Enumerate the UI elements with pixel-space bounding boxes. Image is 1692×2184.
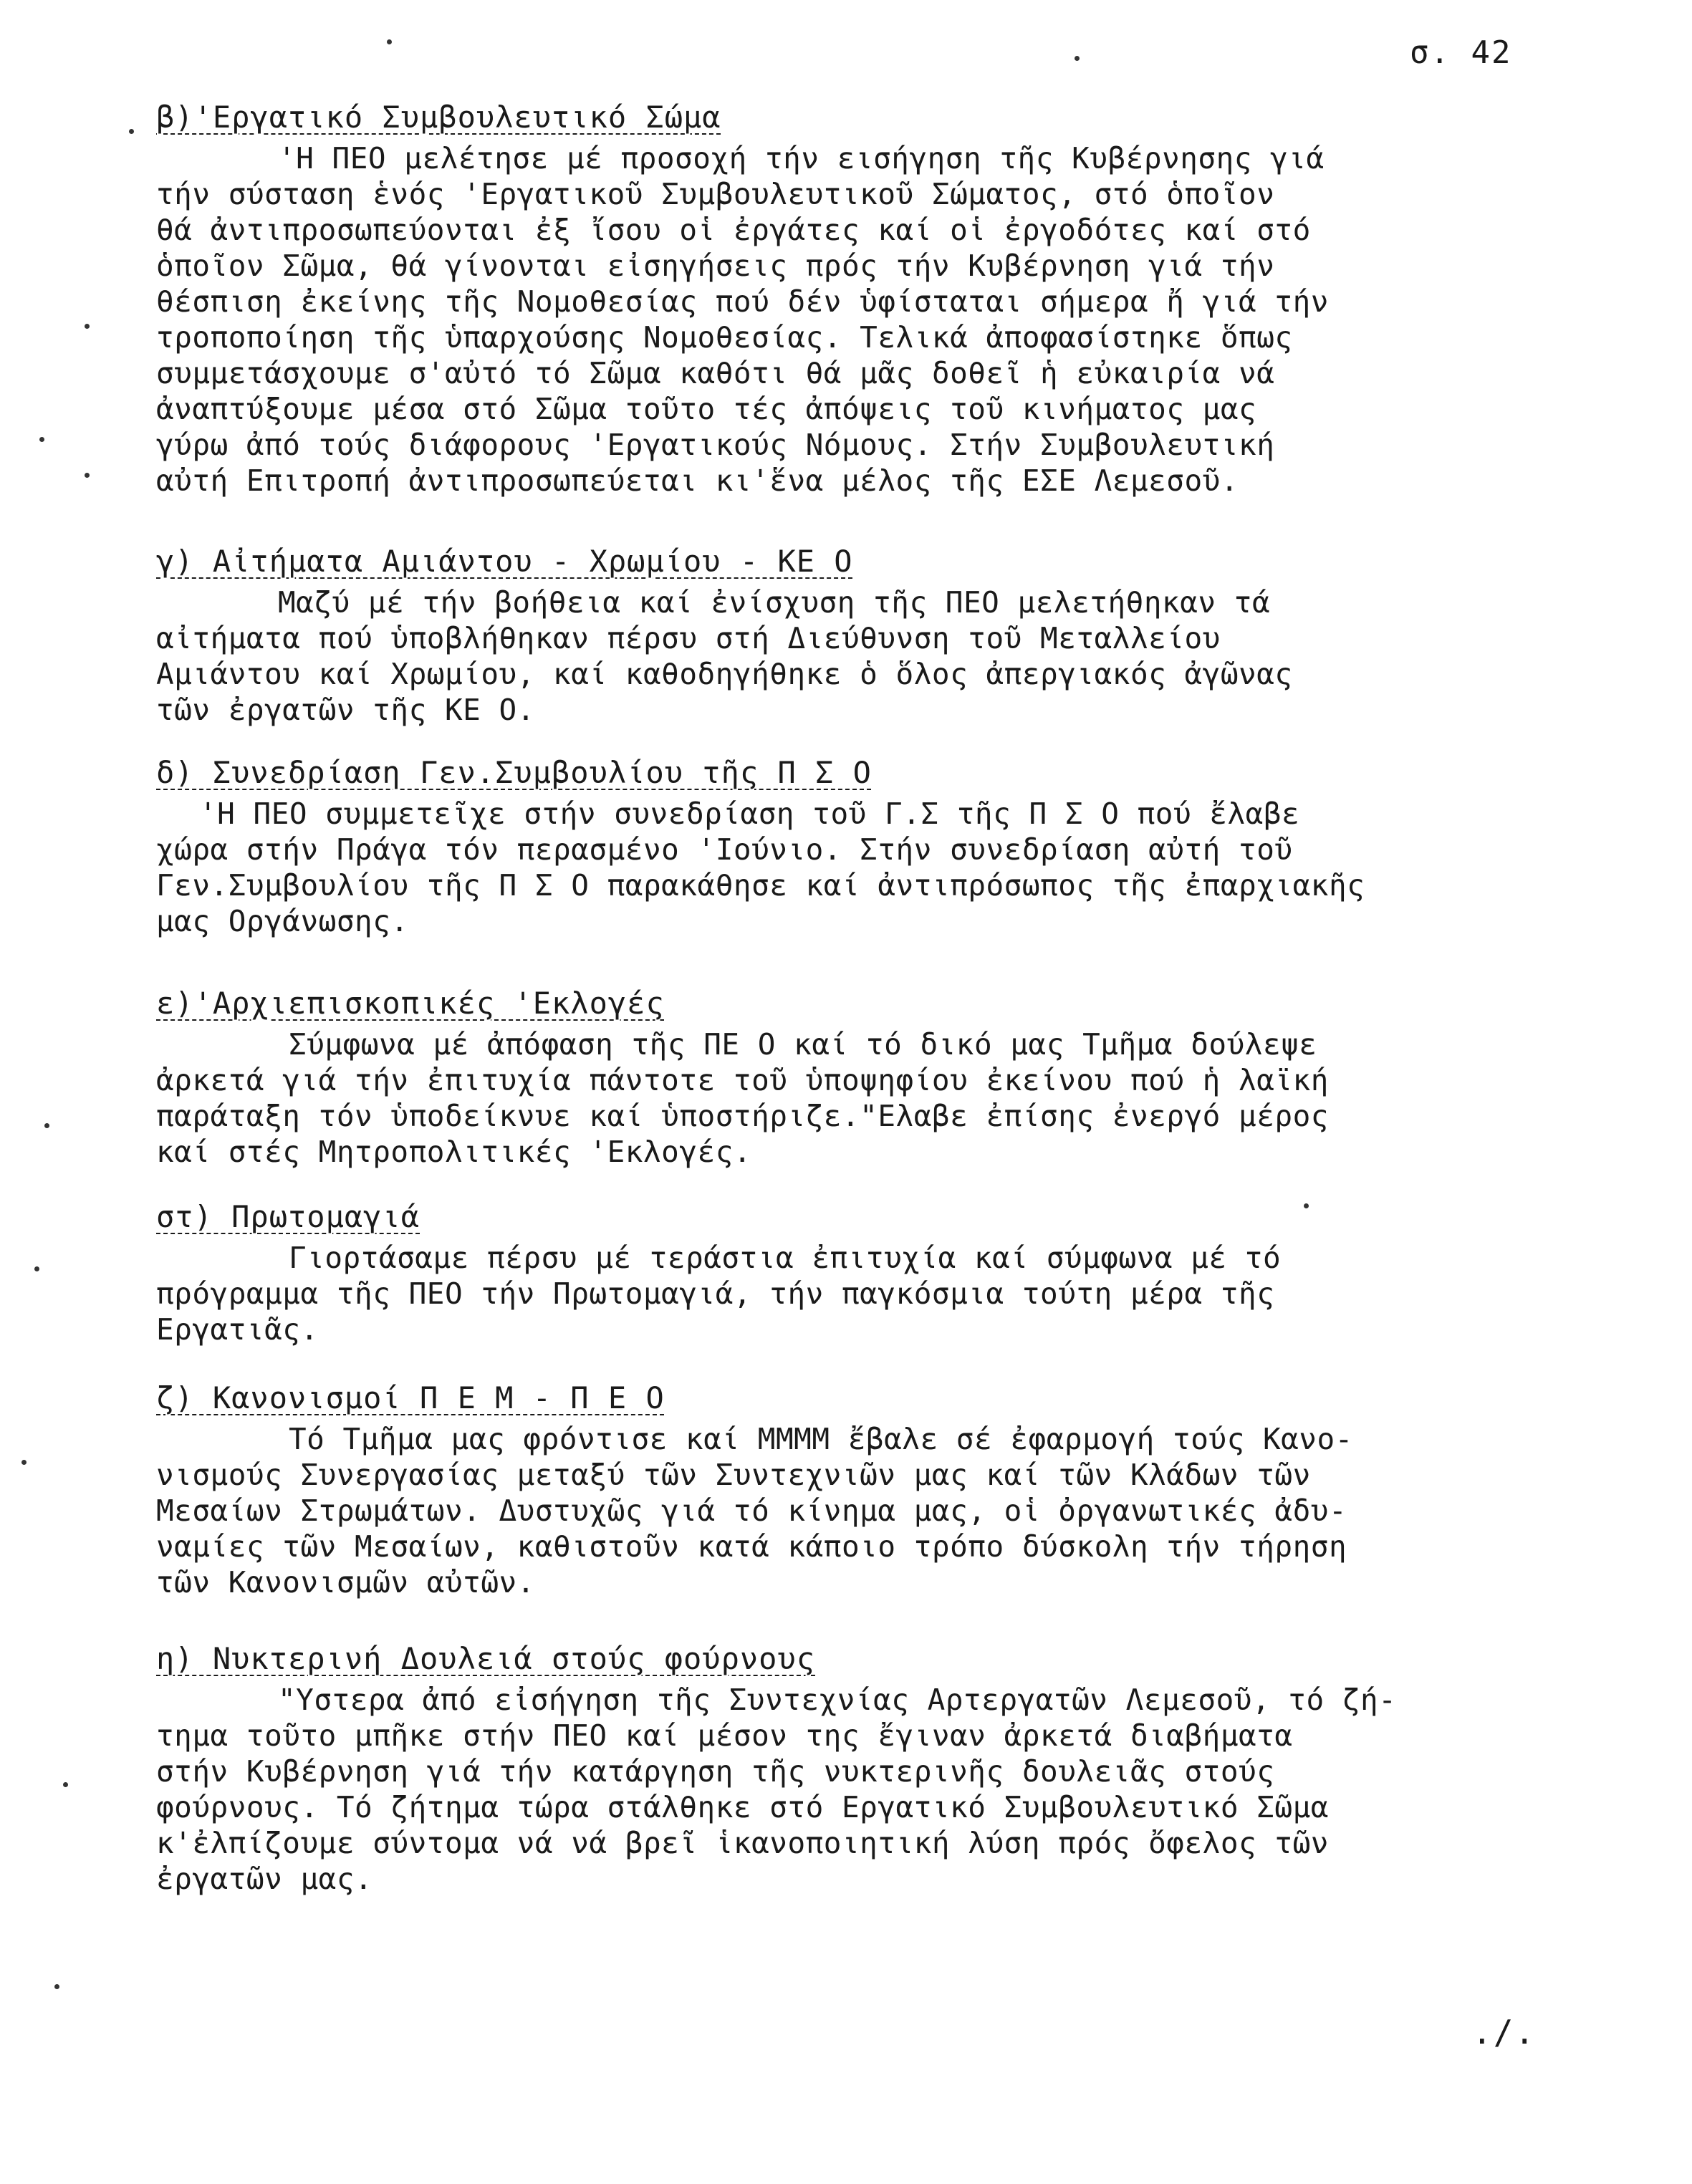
- page-number: σ. 42: [1410, 34, 1512, 71]
- scan-speck: [63, 1782, 68, 1787]
- scan-speck: [1075, 56, 1080, 61]
- scan-speck: [21, 1460, 27, 1465]
- section-body: "Υστερα ἀπό εἰσήγηση τῆς Συντεχνίας Αρτεργατῶν Λεμεσοῦ, τό ζή- τημα τοῦτο μπῆκε στήν ΠΕΟ καί μέσον της ἔγιναν ἀρκετά διαβήματα στήν Κυβέρνηση γιά τήν κατάργηση τῆς νυκτερινῆς δουλειᾶς στούς φούρνους. Τό ζήτημα τώρα στάλθηκε στό Εργατικό Συμβουλευτικό Σῶμα κ'ἐλπίζουμε σύντομα νά νά βρεῖ ἱκανοποιητική λύση πρός ὄφελος τῶν ἐργατῶν μας.: [156, 1683, 1397, 1896]
- section-st: [156, 1200, 1625, 1347]
- continuation-mark: ./.: [1472, 2013, 1537, 2051]
- section-zeta: [156, 1381, 1625, 1600]
- scan-speck: [85, 324, 90, 329]
- scan-speck: [44, 1123, 49, 1128]
- section-body: 'Η ΠΕΟ μελέτησε μέ προσοχή τήν εισήγηση τῆς Κυβέρνησης γιά τήν σύσταση ἑνός 'Εργατικοῦ Συμβουλευτικοῦ Σώματος, στό ὁποῖον θά ἀντιπροσωπεύονται ἐξ ἴσου οἱ ἐργάτες καί οἱ ἐργοδότες καί στό ὁποῖον Σῶμα, θά γίνονται εἰσηγήσεις πρός τήν Κυβέρνηση γιά τήν θέσπιση ἐκείνης τῆς Νομοθεσίας πού δέν ὑφίσταται σήμερα ἤ γιά τήν τροποποίηση τῆς ὑπαρχούσης Νομοθεσίας. Τελικά ἀποφασίστηκε ὅπως συμμετάσχουμε σ'αὐτό τό Σῶμα καθότι θά μᾶς δοθεῖ ἡ εὐκαιρία νά ἀναπτύξουμε μέσα στό Σῶμα τοῦτο τές ἀπόψεις τοῦ κινήματος μας γύρω ἀπό τούς διάφορους 'Εργατικούς Νόμους. Στήν Συμβουλευτική αὐτή Επιτροπή ἀντιπροσωπεύεται κι'ἕνα μέλος τῆς ΕΣΕ Λεμεσοῦ.: [156, 141, 1329, 498]
- section-body: Μαζύ μέ τήν βοήθεια καί ἐνίσχυση τῆς ΠΕΟ μελετήθηκαν τά αἰτήματα πού ὑποβλήθηκαν πέρσυ στή Διεύθυνση τοῦ Μεταλλείου Αμιάντου καί Χρωμίου, καί καθοδηγήθηκε ὁ ὅλος ἀπεργιακός ἀγῶνας τῶν ἐργατῶν τῆς ΚΕ Ο.: [156, 585, 1293, 727]
- section-delta: [156, 756, 1625, 939]
- section-body: Γιορτάσαμε πέρσυ μέ τεράστια ἐπιτυχία καί σύμφωνα μέ τό πρόγραμμα τῆς ΠΕΟ τήν Πρωτομαγιά, τήν παγκόσμια τούτη μέρα τῆς Εργατιᾶς.: [156, 1241, 1282, 1347]
- section-beta: [156, 100, 1625, 499]
- section-heading: β)'Εργατικό Συμβουλευτικό Σώμα: [156, 100, 721, 135]
- section-heading: στ) Πρωτομαγιά: [156, 1199, 420, 1234]
- scan-speck: [387, 39, 392, 44]
- section-body: Σύμφωνα μέ ἀπόφαση τῆς ΠΕ Ο καί τό δικό μας Τμῆμα δούλεψε ἀρκετά γιά τήν ἐπιτυχία πάντοτε τοῦ ὑποψηφίου ἐκείνου πού ἡ λαϊκή παράταξη τόν ὑποδείκνυε καί ὑποστήριζε."Ελαβε ἐπίσης ἐνεργό μέρος καί στές Μητροπολιτικές 'Εκλογές.: [156, 1027, 1329, 1169]
- section-heading: ζ) Κανονισμοί Π Ε Μ - Π Ε Ο: [156, 1380, 665, 1415]
- section-epsilon: [156, 986, 1625, 1170]
- scan-speck: [39, 437, 44, 442]
- section-heading: ε)'Αρχιεπισκοπικές 'Εκλογές: [156, 986, 665, 1021]
- scan-speck: [129, 129, 134, 134]
- section-heading: δ) Συνεδρίαση Γεν.Συμβουλίου τῆς Π Σ Ο: [156, 755, 872, 790]
- section-body: Τό Τμῆμα μας φρόντισε καί ΜΜΜΜ ἔβαλε σέ ἐφαρμογή τούς Κανο- νισμούς Συνεργασίας μεταξύ τῶν Συντεχνιῶν μας καί τῶν Κλάδων τῶν Μεσαίων Στρωμάτων. Δυστυχῶς γιά τό κίνημα μας, οἱ ὀργανωτικές ἀδυ- ναμίες τῶν Μεσαίων, καθιστοῦν κατά κάποιο τρόπο δύσκολη τήν τήρηση τῶν Κανονισμῶν αὐτῶν.: [156, 1422, 1353, 1599]
- section-body: 'Η ΠΕΟ συμμετεῖχε στήν συνεδρίαση τοῦ Γ.Σ τῆς Π Σ Ο πού ἔλαβε χώρα στήν Πράγα τόν περασμένο 'Ιούνιο. Στήν συνεδρίαση αὐτή τοῦ Γεν.Συμβουλίου τῆς Π Σ Ο παρακάθησε καί ἀντιπρόσωπος τῆς ἐπαρχιακῆς μας Οργάνωσης.: [156, 797, 1365, 938]
- scan-speck: [54, 1984, 59, 1989]
- section-heading: η) Νυκτερινή Δουλειά στούς φούρνους: [156, 1641, 816, 1676]
- scan-speck: [85, 473, 90, 478]
- scan-speck: [34, 1266, 39, 1271]
- section-heading: γ) Αἰτήματα Αμιάντου - Χρωμίου - ΚΕ Ο: [156, 544, 853, 579]
- scan-speck: [1304, 1203, 1309, 1208]
- section-eta: [156, 1642, 1625, 1897]
- section-gamma: [156, 544, 1625, 728]
